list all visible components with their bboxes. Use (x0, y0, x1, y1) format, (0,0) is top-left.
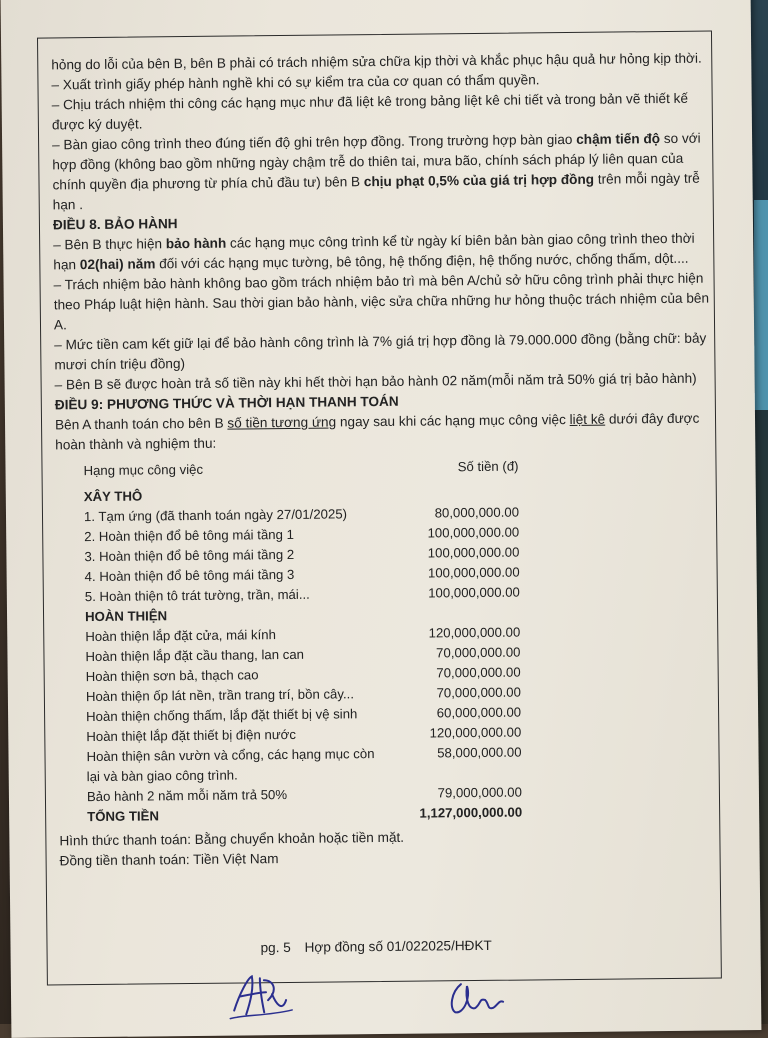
paragraph-4-text-a: – Bàn giao công trình theo đúng tiến độ ghi trên hợp đồng. Trong trường hợp bàn giao (52, 131, 577, 153)
table-header-amount: Số tiền (đ) (457, 458, 519, 475)
section-label-finishing: HOÀN THIỆN (84, 608, 168, 625)
row-item-amount: 79,000,000.00 (437, 784, 522, 801)
background-blue-paper (754, 200, 768, 410)
row-item-name: Hoàn thiện lắp đặt cửa, mái kính (85, 627, 276, 645)
row-item-name: 3. Hoàn thiện đổ bê tông mái tầng 2 (84, 546, 295, 565)
paragraph-5-text-a: – Bên B thực hiện (53, 236, 166, 253)
row-item-name: 4. Hoàn thiện đổ bê tông mái tầng 3 (84, 566, 295, 585)
row-item-name: Hoàn thiện sơn bả, thạch cao (85, 667, 259, 685)
paragraph-3: – Chịu trách nhiệm thi công các hạng mục như đã liệt kê trong bảng liệt kê chi tiết và trong bản vẽ thiết kế được ký duyệt. (51, 90, 689, 133)
paragraph-1: hỏng do lỗi của bên B, bên B phải có trách nhiệm sửa chữa kịp thời và khắc phục hậu quả hư hỏng kịp thời. (51, 50, 702, 73)
document-page (1, 0, 762, 1038)
paragraph-4-bold-a: chậm tiến độ (576, 131, 661, 147)
row-item-amount: 60,000,000.00 (436, 704, 522, 721)
row-item-amount: 100,000,000.00 (427, 524, 520, 541)
section-label-rough: XÂY THÔ (83, 488, 143, 505)
payment-method: Hình thức thanh toán: Bằng chuyển khoản hoặc tiền mặt. (59, 829, 405, 849)
table-section-finishing-rows (81, 623, 522, 808)
paragraph-4-bold-b: chịu phạt 0,5% của giá trị hợp đồng (363, 171, 595, 190)
paragraph-5-text-c: đối với các hạng mục tường, bê tông, hệ thống điện, hệ thống nước, chống thấm, dột.... (155, 250, 689, 272)
row-item-amount: 58,000,000.00 (437, 744, 522, 761)
paragraph-5-bold-b: 02(hai) năm (79, 256, 156, 273)
article-9-heading: ĐIỀU 9: PHƯƠNG THỨC VÀ THỜI HẠN THANH TOÁN (54, 393, 399, 413)
row-item-amount: 120,000,000.00 (429, 724, 522, 741)
paragraph-9 (55, 408, 715, 455)
row-item-name: 5. Hoàn thiện tô trát tường, trần, mái... (84, 586, 310, 605)
paragraph-4-text-b: so với hợp đồng (không bao gồm những ngày chậm trễ do thiên tai, mưa bão, chính sách pháp lý liên quan của chính quyền địa phương từ phía chủ đầu tư) bên B (52, 130, 701, 193)
row-item-amount: 120,000,000.00 (428, 624, 521, 641)
paragraph-9-underline-a: số tiền tương ứng (227, 414, 337, 431)
row-item-name: Hoàn thiện chống thấm, lắp đặt thiết bị vệ sinh (86, 706, 358, 725)
row-item-name: 1. Tạm ứng (đã thanh toán ngày 27/01/2025) (83, 506, 348, 525)
paragraph-4-text-c: trên mỗi ngày trễ hạn . (52, 170, 700, 213)
paragraph-2: – Xuất trình giấy phép hành nghề khi có sự kiểm tra của cơ quan có thẩm quyền. (51, 72, 540, 93)
paragraph-5 (53, 229, 713, 276)
row-item-name: Hoàn thiện ốp lát nền, trần trang trí, bồn cây... (85, 686, 355, 705)
row-item-name: Hoàn thiện lắp đặt cầu thang, lan can (85, 646, 305, 665)
contract-number: Hợp đồng số 01/022025/HĐKT (304, 937, 492, 955)
signature-right (441, 978, 511, 1021)
paragraph-9-text-b: ngay sau khi các hạng mục công việc (336, 412, 570, 430)
row-item-amount: 100,000,000.00 (428, 584, 520, 601)
paragraph-9-text-c: dưới đây được hoàn thành và nghiệm thu: (55, 410, 700, 453)
table-section-rough-rows (80, 503, 520, 608)
total-label: TỔNG TIỀN (87, 808, 160, 825)
row-item-amount: 100,000,000.00 (427, 544, 520, 561)
signature-left (226, 970, 297, 1023)
row-item-amount: 80,000,000.00 (434, 504, 520, 521)
paragraph-5-text-b: các hạng mục công trình kể từ ngày kí biên bản bàn giao công trình theo thời hạn (53, 230, 695, 273)
article-8-heading: ĐIỀU 8. BẢO HÀNH (52, 216, 178, 233)
row-item-name: Bảo hành 2 năm mỗi năm trả 50% (86, 786, 288, 805)
payment-table (79, 457, 522, 828)
table-header-item: Hạng mục công việc (83, 461, 204, 479)
paragraph-9-text-a: Bên A thanh toán cho bên B (54, 415, 228, 433)
row-item-name: lại và bàn giao công trình. (86, 767, 238, 785)
page-footer (260, 938, 491, 955)
row-item-name: 2. Hoàn thiện đổ bê tông mái tầng 1 (84, 526, 294, 545)
paragraph-7: – Mức tiền cam kết giữ lại để bảo hành công trình là 7% giá trị hợp đồng là 79.000.000 đồng (bằng chữ: bảy mươi chín triệu đồng) (54, 330, 707, 373)
page-number: pg. 5 (260, 939, 291, 956)
payment-currency: Đồng tiền thanh toán: Tiền Việt Nam (59, 851, 279, 869)
row-item-amount: 70,000,000.00 (436, 664, 521, 681)
row-item-name: Hoàn thiện sân vườn và cổng, các hạng mục còn (86, 746, 375, 765)
row-item-amount: 100,000,000.00 (427, 564, 520, 581)
row-item-amount (392, 763, 522, 784)
paragraph-9-underline-b: liệt kê (569, 411, 606, 428)
row-item-amount: 70,000,000.00 (436, 684, 521, 701)
paragraph-4 (52, 129, 713, 216)
row-item-name: Hoàn thiệt lắp đặt thiết bị điện nước (86, 726, 296, 745)
row-item-amount: 70,000,000.00 (436, 644, 521, 661)
total-amount: 1,127,000,000.00 (419, 804, 523, 821)
page-content (51, 49, 720, 872)
paragraph-6: – Trách nhiệm bảo hành không bao gồm trách nhiệm bảo trì mà bên A/chủ sở hữu công trình phải thực hiện theo Pháp luật hiện hành. Sau thời gian bảo hành, việc sửa chữa những hư hỏng thuộc trách nhiệm của bên A. (53, 270, 710, 333)
table-total-row (83, 803, 522, 828)
paragraph-5-bold-a: bảo hành (165, 235, 227, 252)
paragraph-8: – Bên B sẽ được hoàn trả số tiền này khi hết thời hạn bảo hành 02 năm(mỗi năm trả 50% giá trị bảo hành) (54, 370, 697, 393)
